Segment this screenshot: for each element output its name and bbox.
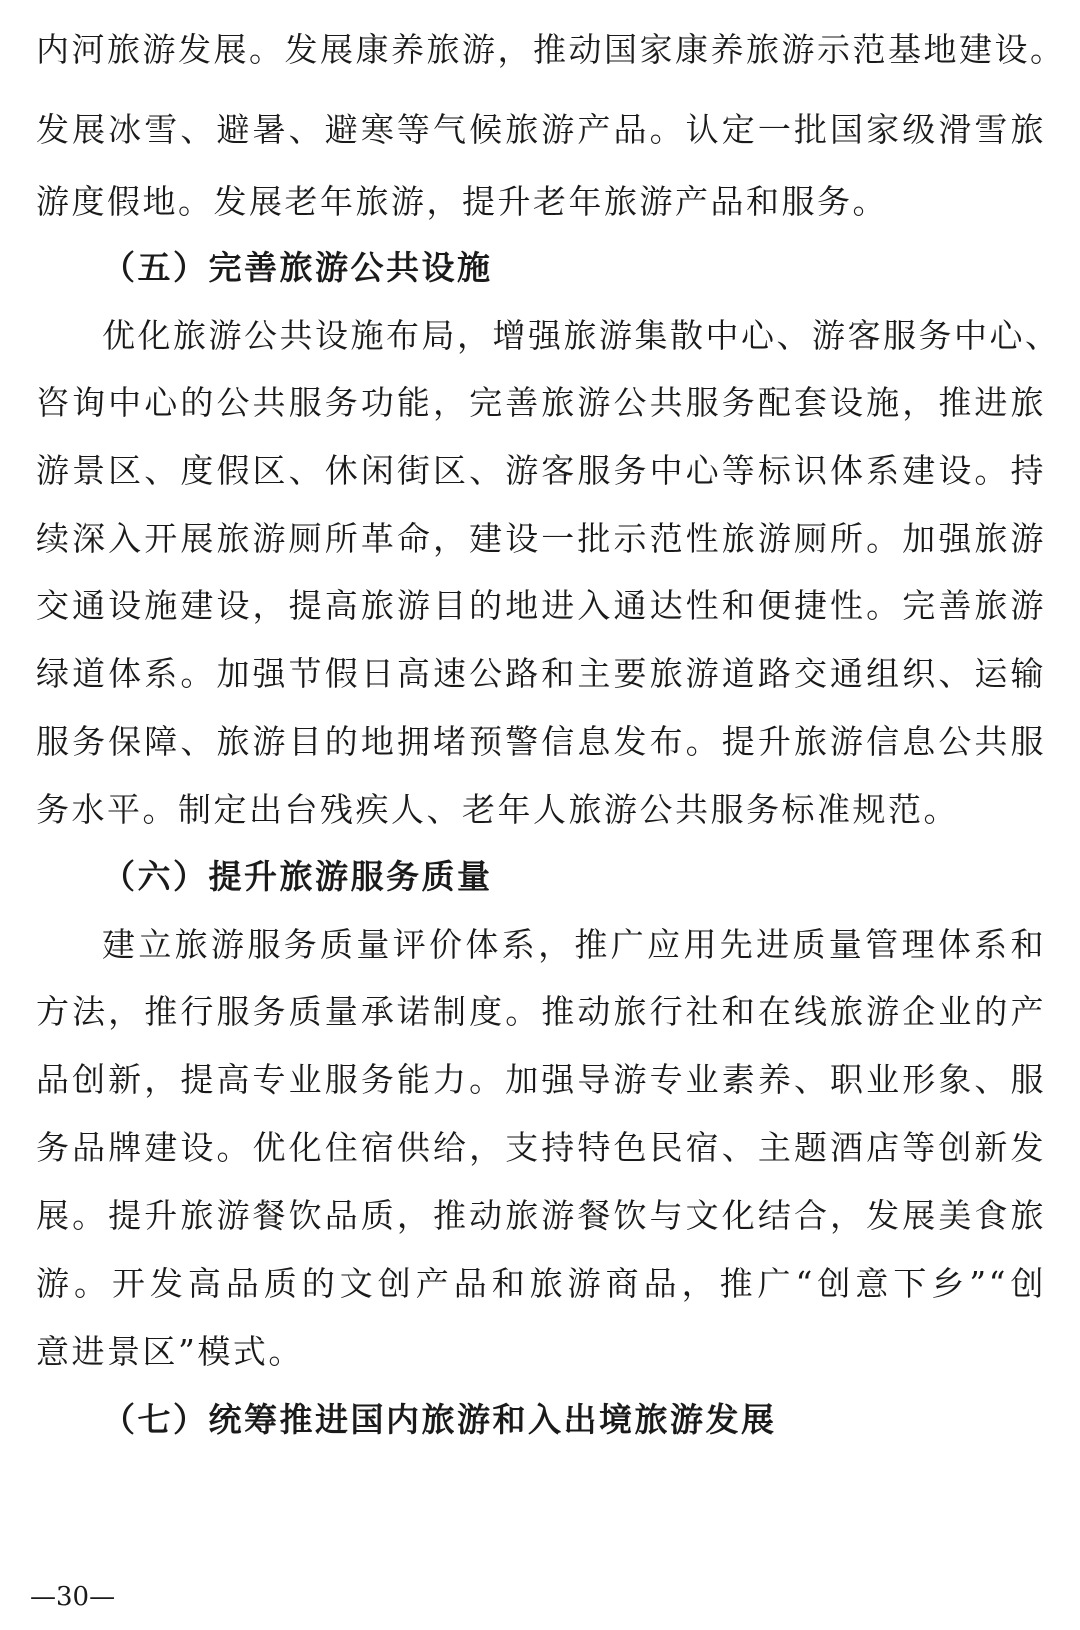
text-line: 发展冰雪、避暑、避寒等气候旅游产品。认定一批国家级滑雪旅 xyxy=(36,110,1046,149)
text-line: 品创新，提高专业服务能力。加强导游专业素养、职业形象、服 xyxy=(36,1060,1046,1099)
text-line: 意进景区”模式。 xyxy=(36,1332,304,1371)
text-line: 游。开发高品质的文创产品和旅游商品，推广“创意下乡”“创 xyxy=(36,1264,1046,1303)
text-line: 咨询中心的公共服务功能，完善旅游公共服务配套设施，推进旅 xyxy=(36,383,1046,422)
text-line: 方法，推行服务质量承诺制度。推动旅行社和在线旅游企业的产 xyxy=(36,992,1046,1031)
text-line: 内河旅游发展。发展康养旅游，推动国家康养旅游示范基地建设。 xyxy=(36,30,1066,69)
page-number: —30— xyxy=(30,1582,116,1612)
text-line: 务品牌建设。优化住宿供给，支持特色民宿、主题酒店等创新发 xyxy=(36,1128,1046,1167)
text-line: 交通设施建设，提高旅游目的地进入通达性和便捷性。完善旅游 xyxy=(36,586,1046,625)
text-line: 游景区、度假区、休闲街区、游客服务中心等标识体系建设。持 xyxy=(36,451,1046,490)
text-line: 绿道体系。加强节假日高速公路和主要旅游道路交通组织、运输 xyxy=(36,654,1046,693)
text-line: 服务保障、旅游目的地拥堵预警信息发布。提升旅游信息公共服 xyxy=(36,722,1046,761)
text-line: 务水平。制定出台残疾人、老年人旅游公共服务标准规范。 xyxy=(36,790,959,829)
text-line: 续深入开展旅游厕所革命，建设一批示范性旅游厕所。加强旅游 xyxy=(36,519,1046,558)
text-line: 游度假地。发展老年旅游，提升老年旅游产品和服务。 xyxy=(36,182,888,221)
text-line: 展。提升旅游餐饮品质，推动旅游餐饮与文化结合，发展美食旅 xyxy=(36,1196,1046,1235)
text-line: 建立旅游服务质量评价体系，推广应用先进质量管理体系和 xyxy=(102,925,1046,964)
text-line: 优化旅游公共设施布局，增强旅游集散中心、游客服务中心、 xyxy=(102,316,1061,355)
section-heading: （六）提升旅游服务质量 xyxy=(102,857,493,896)
section-heading: （五）完善旅游公共设施 xyxy=(102,248,493,287)
section-heading: （七）统筹推进国内旅游和入出境旅游发展 xyxy=(102,1400,777,1439)
